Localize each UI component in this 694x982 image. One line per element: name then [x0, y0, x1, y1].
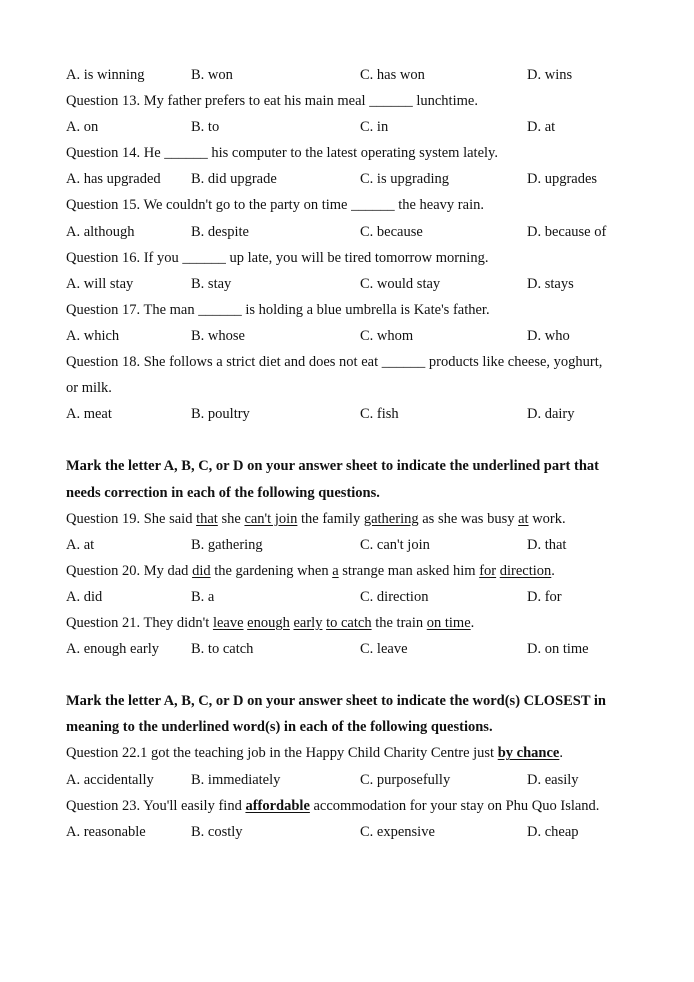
q19-options	[66, 532, 636, 558]
question-14	[66, 140, 636, 166]
question-13	[66, 88, 636, 114]
section-instruction: Mark the letter A, B, C, or D on your answer sheet to indicate the underlined part that	[66, 458, 599, 475]
underlined-part: did	[192, 562, 211, 579]
q17-blank: ______	[198, 301, 242, 318]
q23-options	[66, 819, 636, 845]
q23-text-post: accommodation for your stay on Phu Quo Island.	[309, 797, 600, 814]
spacer	[66, 427, 636, 453]
option-b: B. despite	[191, 223, 249, 240]
q13-options	[66, 114, 636, 140]
option-b: B. gathering	[191, 536, 263, 553]
q15-options	[66, 219, 636, 245]
text: the family	[297, 510, 364, 527]
option-d: D. on time	[527, 641, 589, 658]
option-d: D. for	[527, 588, 562, 605]
q21-options	[66, 636, 636, 662]
question-18	[66, 349, 636, 375]
q15-text-pre: Question 15. We couldn't go to the party on time	[66, 197, 352, 214]
option-a: A. will stay	[66, 275, 134, 292]
underlined-part: at	[518, 510, 529, 527]
option-c: C. is upgrading	[360, 171, 450, 188]
section-instruction: Mark the letter A, B, C, or D on your answer sheet to indicate the word(s) CLOSEST in	[66, 693, 606, 710]
text: .	[470, 614, 475, 631]
underlined-part: a	[332, 562, 339, 579]
q14-text-post: his computer to the latest operating system lately.	[207, 145, 498, 162]
q15-blank: ______	[351, 197, 395, 214]
option-c: C. purposefully	[360, 771, 451, 788]
q14-options	[66, 166, 636, 192]
option-d: D. because of	[527, 223, 607, 240]
text: work.	[528, 510, 566, 527]
option-b: B. won	[191, 67, 233, 83]
q13-text-pre: Question 13. My father prefers to eat his main meal	[66, 93, 370, 110]
q17-text-post: is holding a blue umbrella is Kate's father.	[241, 301, 490, 318]
q18-text-pre: Question 18. She follows a strict diet and does not eat	[66, 354, 382, 371]
underlined-part: can't join	[244, 510, 298, 527]
text: Question 21. They didn't	[66, 614, 213, 631]
question-20	[66, 558, 636, 584]
option-c: C. leave	[360, 641, 408, 658]
text: .	[551, 562, 555, 579]
question-17	[66, 297, 636, 323]
option-a: A. has upgraded	[66, 171, 161, 188]
q16-blank: ______	[182, 249, 226, 266]
question-15	[66, 192, 636, 218]
option-c: C. has won	[360, 67, 425, 83]
q18-blank: ______	[381, 354, 426, 371]
option-a: A. meat	[66, 406, 112, 423]
option-a: A. accidentally	[66, 771, 154, 788]
q14-text-pre: Question 14. He	[66, 145, 165, 162]
option-b: B. whose	[191, 327, 245, 344]
option-b: B. a	[191, 588, 215, 605]
text: as she was busy	[418, 510, 519, 527]
option-c: C. fish	[360, 406, 399, 423]
spacer	[66, 662, 636, 688]
option-d: D. that	[527, 536, 567, 553]
underlined-target: by chance	[497, 745, 560, 762]
question-16	[66, 245, 636, 271]
option-c: C. in	[360, 119, 389, 136]
option-d: D. stays	[527, 275, 574, 292]
option-c: C. would stay	[360, 275, 441, 292]
question-21	[66, 610, 636, 636]
text: she	[217, 510, 245, 527]
option-d: D. easily	[527, 771, 579, 788]
question-22	[66, 740, 636, 766]
q13-blank: ______	[369, 93, 413, 110]
q12-options	[66, 62, 636, 88]
option-b: B. costly	[191, 823, 243, 840]
option-a: A. is winning	[66, 67, 145, 83]
q23-text-pre: Question 23. You'll easily find	[66, 797, 246, 814]
option-d: D. dairy	[527, 406, 575, 423]
option-b: B. did upgrade	[191, 171, 277, 188]
q16-text-pre: Question 16. If you	[66, 249, 183, 266]
q16-options	[66, 271, 636, 297]
text: strange man asked him	[338, 562, 480, 579]
option-a: A. at	[66, 536, 95, 553]
option-b: B. immediately	[191, 771, 281, 788]
text: Question 19. She said	[66, 510, 197, 527]
underlined-part: gathering	[363, 510, 419, 527]
q17-text-pre: Question 17. The man	[66, 301, 199, 318]
option-d: D. upgrades	[527, 171, 598, 188]
option-a: A. on	[66, 119, 99, 136]
question-19	[66, 506, 636, 532]
underlined-part: early	[293, 614, 323, 631]
question-23	[66, 793, 636, 819]
option-b: B. stay	[191, 275, 232, 292]
underlined-part: on time	[426, 614, 471, 631]
option-a: A. although	[66, 223, 135, 240]
option-b: B. poultry	[191, 406, 250, 423]
section-instruction-cont: needs correction in each of the following questions.	[66, 484, 380, 501]
text: Question 20. My dad	[66, 562, 193, 579]
q22-options	[66, 767, 636, 793]
question-18-cont: or milk.	[66, 380, 112, 397]
text: the gardening when	[210, 562, 333, 579]
option-b: B. to catch	[191, 641, 254, 658]
q18-text-post: products like cheese, yoghurt,	[425, 354, 603, 371]
q17-options	[66, 323, 636, 349]
underlined-part: enough	[247, 614, 290, 631]
underlined-part: to catch	[326, 614, 372, 631]
q18-options	[66, 401, 636, 427]
underlined-part: that	[196, 510, 218, 527]
underlined-part: for	[479, 562, 497, 579]
underlined-part: direction	[499, 562, 552, 579]
q14-blank: ______	[164, 145, 208, 162]
option-a: A. reasonable	[66, 823, 146, 840]
option-b: B. to	[191, 119, 220, 136]
q22-text-post: .	[559, 745, 563, 762]
exam-page	[66, 62, 636, 845]
option-d: D. wins	[527, 67, 573, 83]
underlined-part: leave	[212, 614, 244, 631]
text: the train	[371, 614, 427, 631]
option-a: A. which	[66, 327, 120, 344]
option-a: A. enough early	[66, 641, 160, 658]
q22-text-pre: Question 22.1 got the teaching job in the Happy Child Charity Centre just	[66, 745, 498, 762]
section-instruction-cont: meaning to the underlined word(s) in each of the following questions.	[66, 719, 493, 736]
option-a: A. did	[66, 588, 103, 605]
q20-options	[66, 584, 636, 610]
underlined-target: affordable	[245, 797, 310, 814]
q16-text-post: up late, you will be tired tomorrow morning.	[225, 249, 489, 266]
option-c: C. expensive	[360, 823, 435, 840]
option-c: C. whom	[360, 327, 414, 344]
option-d: D. at	[527, 119, 556, 136]
option-c: C. direction	[360, 588, 429, 605]
option-c: C. because	[360, 223, 423, 240]
option-d: D. who	[527, 327, 570, 344]
q13-text-post: lunchtime.	[412, 93, 478, 110]
q15-text-post: the heavy rain.	[394, 197, 484, 214]
option-d: D. cheap	[527, 823, 579, 840]
option-c: C. can't join	[360, 536, 430, 553]
